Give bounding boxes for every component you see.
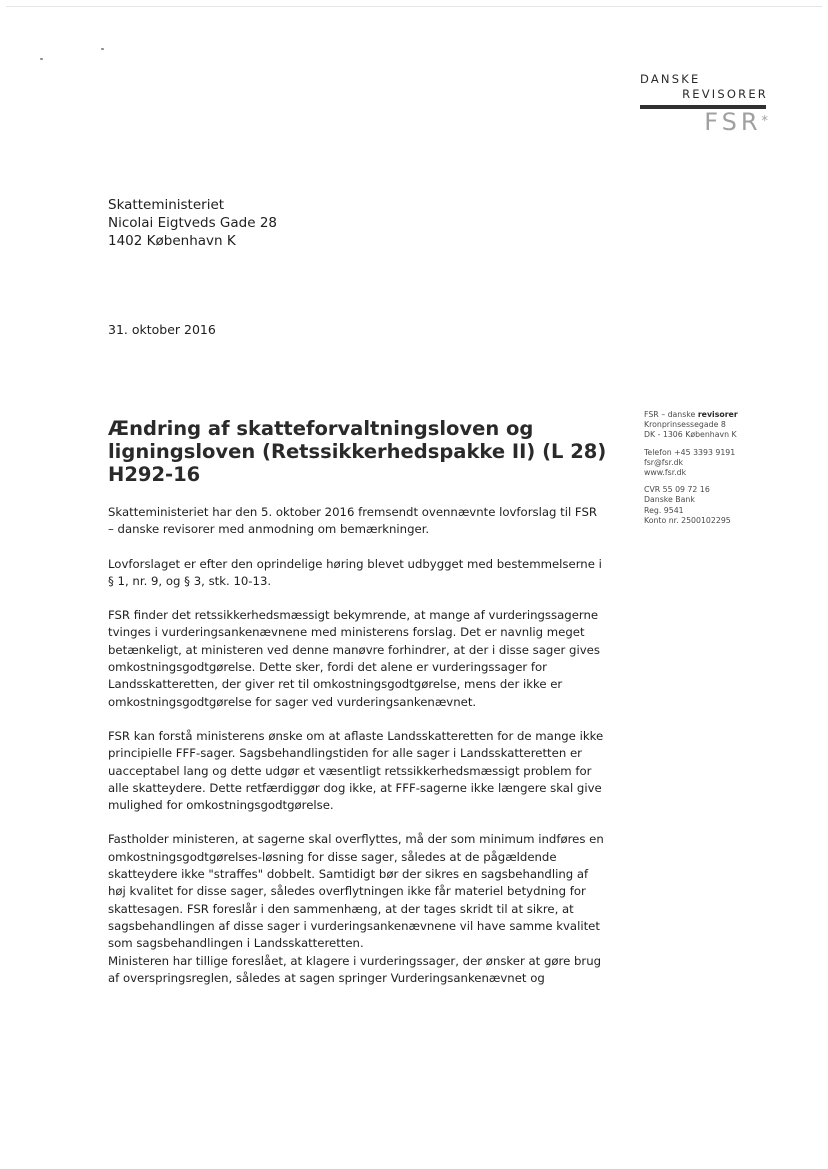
logo-mark: [640, 109, 768, 135]
letter-title: Ændring af skatteforvaltningsloven og ligningsloven (Retssikkerhedspakke II) (L 28) H292-16: [108, 417, 607, 486]
body-paragraph: Ministeren har tillige foreslået, at klagere i vurderingssager, der ønsker at gøre brug af overspringsreglen, således at sagen springer Vurderingsankenævnet og: [108, 953, 602, 985]
scan-top-edge: [6, 6, 822, 7]
body-paragraph: Lovforslaget er efter den oprindelige høring blevet udbygget med bestemmelserne i § 1, nr. 9, og § 3, stk. 10-13.: [108, 556, 602, 588]
recipient-address: [108, 196, 277, 250]
fsr-logo: [640, 72, 768, 135]
sender-org-prefix: FSR – danske: [644, 410, 698, 419]
sender-cvr: CVR 55 09 72 16: [644, 485, 710, 495]
sender-contact-block: [644, 448, 794, 479]
body-paragraph: Fastholder ministeren, at sagerne skal overflyttes, må der som minimum indføres en omkostningsgodtgørelses-løsning for disse sager, således at de pågældende skatteydere ikke "straffes" dobbelt. Samtidigt bør der sikres en sagsbehandling af høj kvalitet for disse sager, således overflytningen ikke får materiel betydning for skattesagen. FSR foreslår i den sammenhæng, at der tages skridt til at sikre, at sagsbehandlingen af disse sager i vurderingsankenævnene vil have samme kvalitet som sagsbehandlingen i Landsskatteretten.: [108, 832, 604, 951]
letter-body: [108, 504, 606, 1004]
sender-city: DK - 1306 København K: [644, 430, 737, 440]
logo-mark-text: FSR: [704, 108, 762, 136]
sender-street: Kronprinsessegade 8: [644, 420, 726, 430]
sender-address-block: [644, 410, 794, 441]
logo-line-1: DANSKE: [640, 72, 701, 86]
sender-org: [644, 410, 794, 420]
sender-bank: Danske Bank: [644, 495, 695, 505]
sender-bank-block: [644, 485, 794, 526]
body-paragraph: Skatteministeriet har den 5. oktober 2016 fremsendt ovennævnte lovforslag til FSR – danske revisorer med anmodning om bemærkninger.: [108, 505, 597, 537]
recipient-city: 1402 København K: [108, 233, 236, 249]
sender-phone: Telefon +45 3393 9191: [644, 447, 736, 457]
recipient-name: Skatteministeriet: [108, 197, 225, 213]
body-paragraph: FSR kan forstå ministerens ønske om at aflaste Landsskatteretten for de mange ikke principielle FFF-sager. Sagsbehandlingstiden for alle sager i Landsskatteretten er uacceptabel lang og dette udgør et væsentligt retssikkerhedsmæssigt problem for alle skatteydere. Dette retfærdiggør dog ikke, at FFF-sagerne ikke længere skal give mulighed for omkostningsgodtgørelse.: [108, 728, 604, 813]
letter-date: 31. oktober 2016: [108, 322, 216, 337]
body-paragraph: FSR finder det retssikkerhedsmæssigt bekymrende, at mange af vurderingssagerne tvinges i vurderingsankenævnene med ministerens forslag. Det er navnlig meget betænkeligt, at ministeren ved denne manøvre forhindrer, at der i disse sager gives omkostningsgodtgørelse. Dette sker, fordi det alene er vurderingssager for Landsskatteretten, der giver ret til omkostningsgodtgørelse, mens der ikke er omkostningsgodtgørelse for sager ved vurderingsankenævnet.: [108, 608, 600, 709]
scan-speck: [40, 58, 43, 60]
sender-org-bold: revisorer: [697, 410, 738, 419]
logo-star: *: [761, 114, 768, 129]
sender-email: fsr@fsr.dk: [644, 457, 684, 467]
sender-info: [644, 410, 794, 533]
sender-reg: Reg. 9541: [644, 505, 684, 515]
scan-speck: [101, 48, 104, 50]
recipient-street: Nicolai Eigtveds Gade 28: [108, 215, 278, 231]
sender-web: www.fsr.dk: [644, 468, 687, 478]
logo-line-2: REVISORER: [682, 87, 768, 101]
sender-account: Konto nr. 2500102295: [644, 515, 731, 525]
